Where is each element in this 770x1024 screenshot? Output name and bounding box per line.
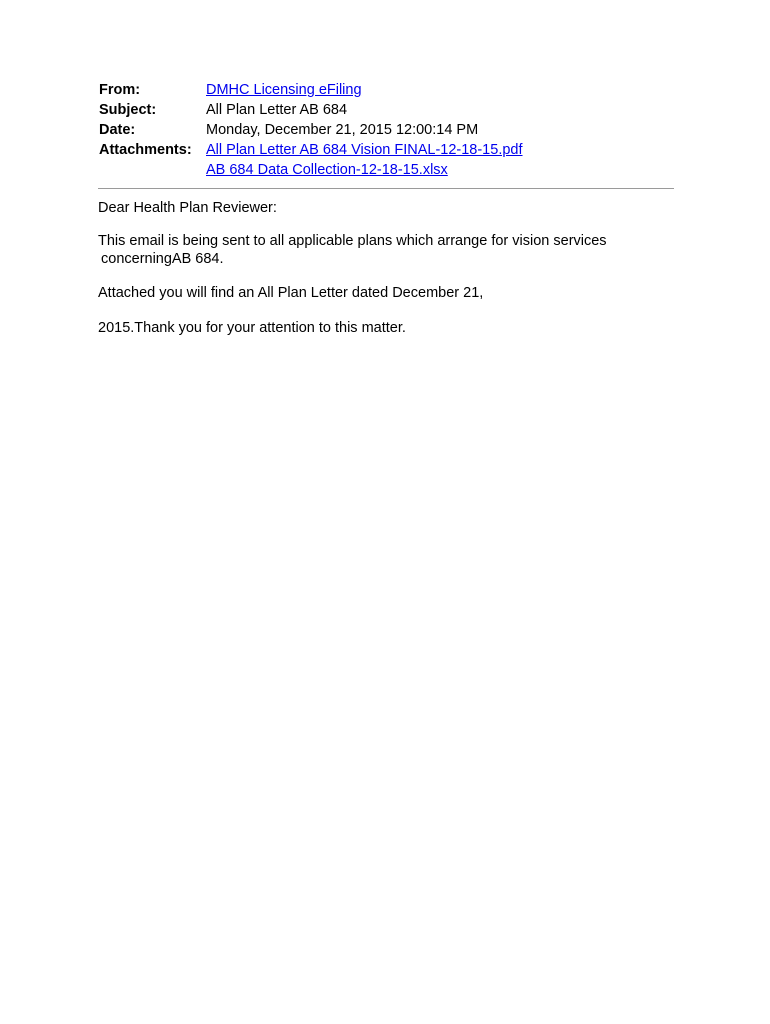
subject-label: Subject: (99, 102, 157, 118)
attachments-label: Attachments: (99, 142, 192, 158)
from-label: From: (99, 82, 141, 98)
body-paragraph-1-line-2: concerningAB 684. (101, 251, 224, 267)
body-paragraph-1 (98, 232, 658, 268)
body-paragraph-3: 2015.Thank you for your attention to this matter. (98, 320, 406, 336)
body-paragraph-2: Attached you will find an All Plan Letter dated December 21, (98, 285, 484, 301)
date-value: Monday, December 21, 2015 12:00:14 PM (206, 122, 479, 138)
attachments-list (206, 140, 523, 180)
attachments-row (99, 140, 523, 180)
from-row (99, 80, 523, 100)
subject-row (99, 100, 523, 120)
email-header (99, 80, 523, 180)
attachment-link-pdf[interactable]: All Plan Letter AB 684 Vision FINAL-12-18-15.pdf (206, 142, 523, 158)
date-label: Date: (99, 122, 136, 138)
attachment-link-xlsx[interactable]: AB 684 Data Collection-12-18-15.xlsx (206, 162, 448, 178)
from-sender-link[interactable]: DMHC Licensing eFiling (206, 82, 362, 98)
greeting-text: Dear Health Plan Reviewer: (98, 200, 277, 216)
date-row (99, 120, 523, 140)
subject-value: All Plan Letter AB 684 (206, 102, 348, 118)
body-paragraph-1-line-1: This email is being sent to all applicable plans which arrange for vision services (98, 233, 607, 249)
header-divider (98, 188, 674, 189)
